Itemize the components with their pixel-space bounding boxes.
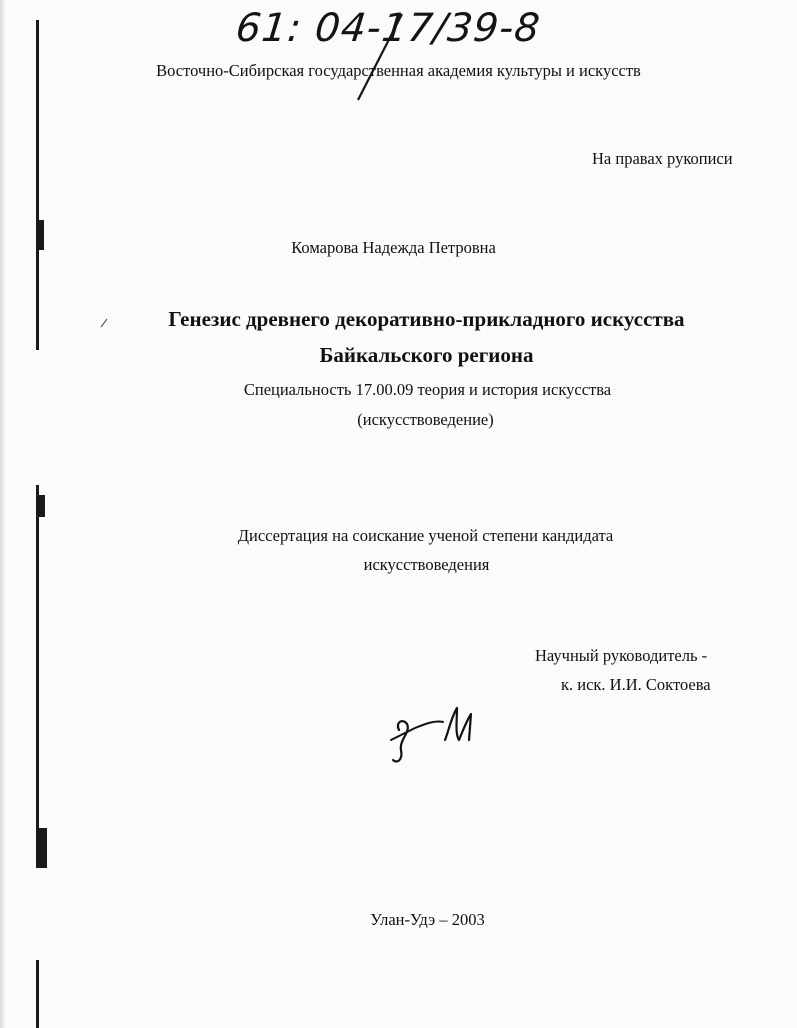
degree-line-2: искусствоведения [363,555,490,574]
city-and-year: Улан-Удэ – 2003 [370,910,485,929]
author-signature [385,700,485,770]
institution-name: Восточно-Сибирская государственная академия культуры и искусств [156,61,641,80]
thesis-title-line-2: Байкальского региона [319,343,534,367]
left-margin-mark-bottom [36,960,39,1028]
scan-edge [0,0,6,1028]
degree-line-1: Диссертация на соискание ученой степени кандидата [237,526,614,545]
specialty-line: Специальность 17.00.09 теория и история искусства [243,380,612,399]
left-margin-blot-3 [36,828,47,868]
manuscript-rights-note: На правах рукописи [592,149,733,168]
specialty-field: (искусствоведение) [357,410,494,429]
author-name: Комарова Надежда Петровна [291,238,496,257]
supervisor-name: к. иск. И.И. Соктоева [561,675,711,694]
supervisor-label: Научный руководитель - [535,646,708,665]
thesis-title-line-1: Генезис древнего декоративно-прикладного искусства [168,307,685,331]
stamp-slash-stroke [350,10,410,105]
archive-stamp-handwritten: 61: 04-17/39-8 [233,6,543,51]
left-margin-blot-2 [36,495,45,517]
